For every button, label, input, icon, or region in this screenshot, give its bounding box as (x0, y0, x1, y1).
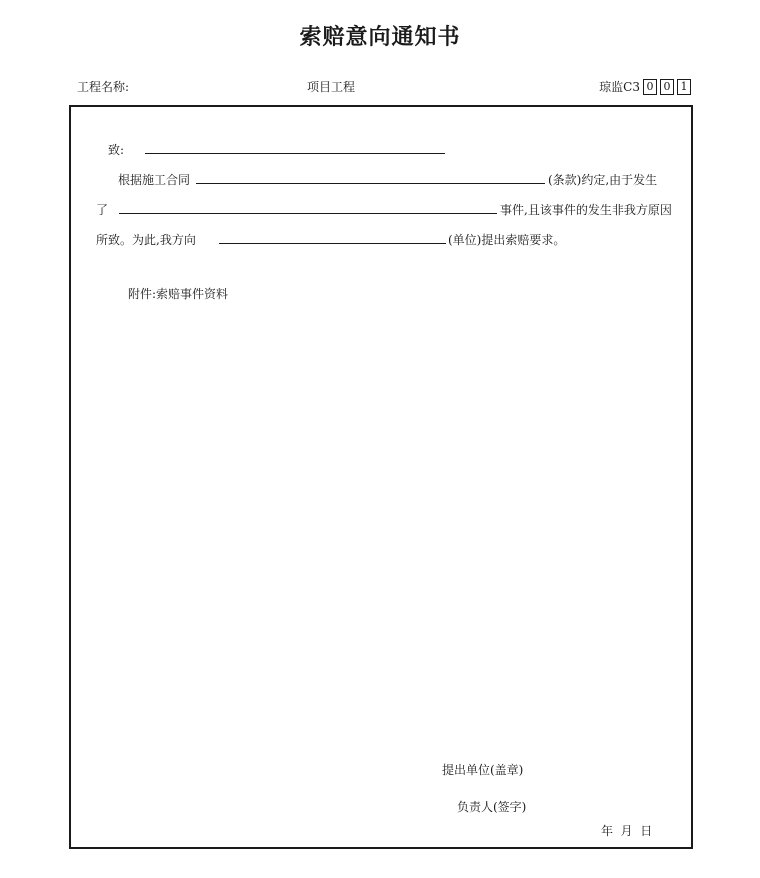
line2-suffix: 事件,且该事件的发生非我方原因 (500, 203, 672, 217)
project-label: 工程名称: (77, 80, 130, 94)
line2-prefix: 了 (96, 203, 109, 217)
line3-suffix: (单位)提出索赔要求。 (448, 233, 566, 247)
unit-field[interactable] (219, 243, 446, 244)
form-code (599, 78, 691, 95)
date-label: 年 月 日 (601, 824, 653, 838)
to-label: 致: (108, 143, 125, 157)
code-prefix: 琼监C3 (599, 80, 640, 94)
attachment-note: 附件:索赔事件资料 (128, 287, 229, 301)
event-field[interactable] (119, 213, 497, 214)
project-name: 项目工程 (307, 80, 356, 94)
line3-prefix: 所致。为此,我方向 (96, 233, 196, 247)
line1-suffix: (条款)约定,由于发生 (548, 173, 658, 187)
code-digit-3: 1 (677, 79, 691, 95)
document-title: 索赔意向通知书 (299, 25, 461, 50)
code-digit-2: 0 (660, 79, 674, 95)
submit-unit-label: 提出单位(盖章) (442, 763, 524, 777)
responsible-label: 负责人(签字) (457, 800, 527, 814)
to-recipient-field[interactable] (145, 153, 445, 154)
code-digit-1: 0 (643, 79, 657, 95)
line1-prefix: 根据施工合同 (118, 173, 191, 187)
contract-clause-field[interactable] (196, 183, 545, 184)
